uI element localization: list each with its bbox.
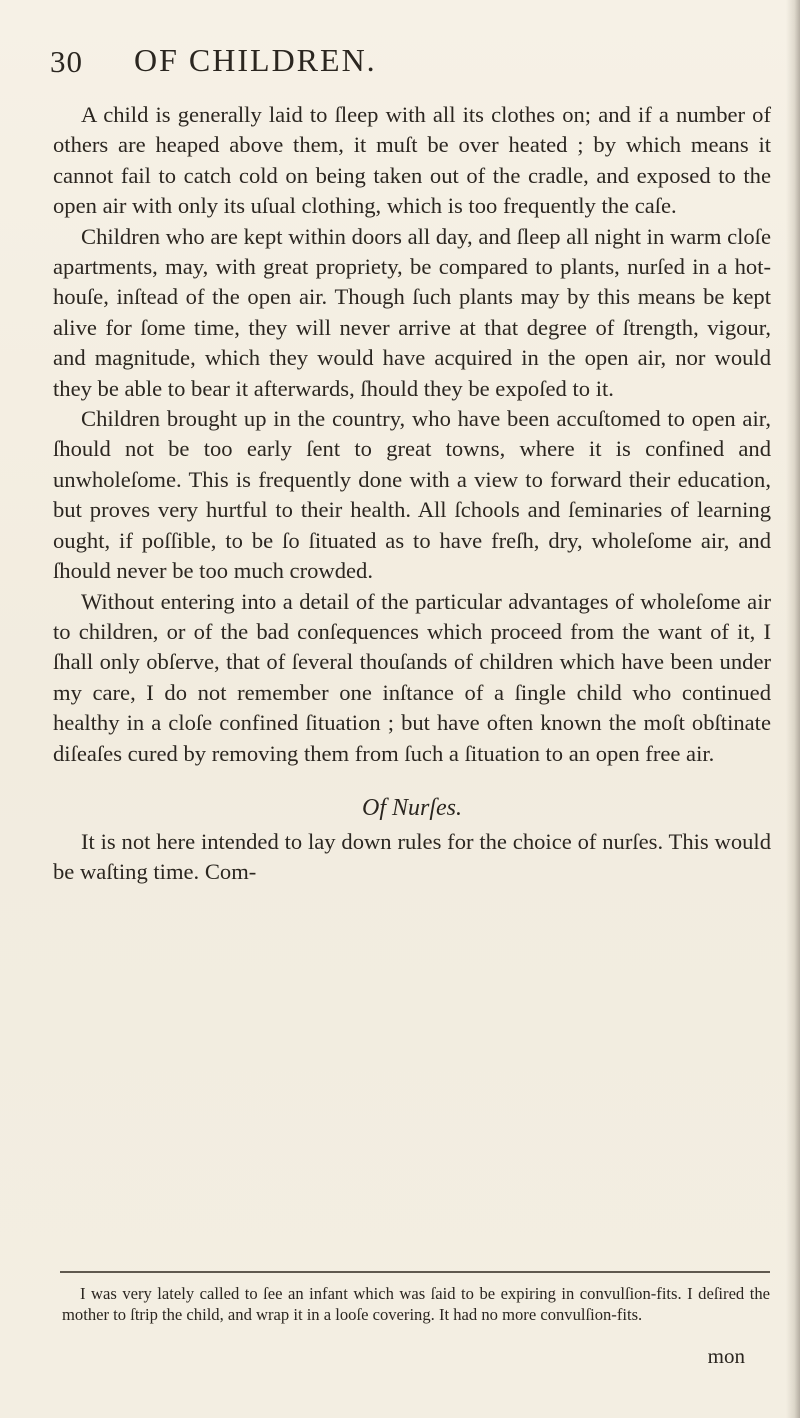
page-edge-shadow bbox=[786, 0, 800, 1418]
footnote: I was very lately called to ſee an infant which was ſaid to be expiring in convulſion-fits. I deſired the mother to ſtrip the child, and wrap it in a looſe covering. It had no more convulſion-fits. bbox=[62, 1284, 770, 1324]
running-head: OF CHILDREN. bbox=[134, 42, 377, 78]
section-heading-nurses: Of Nurſes. bbox=[361, 794, 462, 821]
footnote-rule bbox=[60, 1271, 770, 1273]
paragraph-wholesome-air: Without entering into a detail of the particular advantages of wholeſome air to children, or of the bad conſequences which proceed from the want of it, I ſhall only obſerve, that of ſeveral thouſands of children which have been under my care, I do not remember one inſtance of a ſingle child who continued healthy in a cloſe confined ſituation ; but have often known the moſt obſtinate diſeaſes cured by removing them from ſuch a ſituation to an open free air. bbox=[53, 588, 771, 766]
paragraph-sleep-clothes: A child is generally laid to ſleep with all its clothes on; and if a number of others are heaped above them, it muſt be over heated ; by which means it cannot fail to catch cold on being taken out of the cradle, and exposed to the open air with only its uſual clothing, which is too frequently the caſe. bbox=[53, 102, 771, 219]
body-text bbox=[53, 100, 771, 888]
paragraph-country-children: Children brought up in the country, who have been accuſtomed to open air, ſhould not be too early ſent to great towns, where it is confined and unwholeſome. This is frequently done with a view to forward their education, but proves very hurtful to their health. All ſchools and ſeminaries of learning ought, if poſſible, to be ſo ſituated as to have freſh, dry, wholeſome air, and ſhould never be too much crowded. bbox=[53, 406, 771, 584]
page-header bbox=[50, 42, 750, 92]
paragraph-hot-house: Children who are kept within doors all day, and ſleep all night in warm cloſe apartments, may, with great propriety, be compared to plants, nurſed in a hot-houſe, inſtead of the open air. Though ſuch plants may by this means be kept alive for ſome time, they will never arrive at that degree of ſtrength, vigour, and magnitude, which they would have acquired in the open air, nor would they be able to bear it afterwards, ſhould they be expoſed to it. bbox=[53, 223, 771, 401]
paragraph-nurses: It is not here intended to lay down rules for the choice of nurſes. This would be waſting time. Com- bbox=[53, 828, 771, 885]
catchword: mon bbox=[707, 1344, 745, 1368]
page-number: 30 bbox=[50, 44, 83, 79]
